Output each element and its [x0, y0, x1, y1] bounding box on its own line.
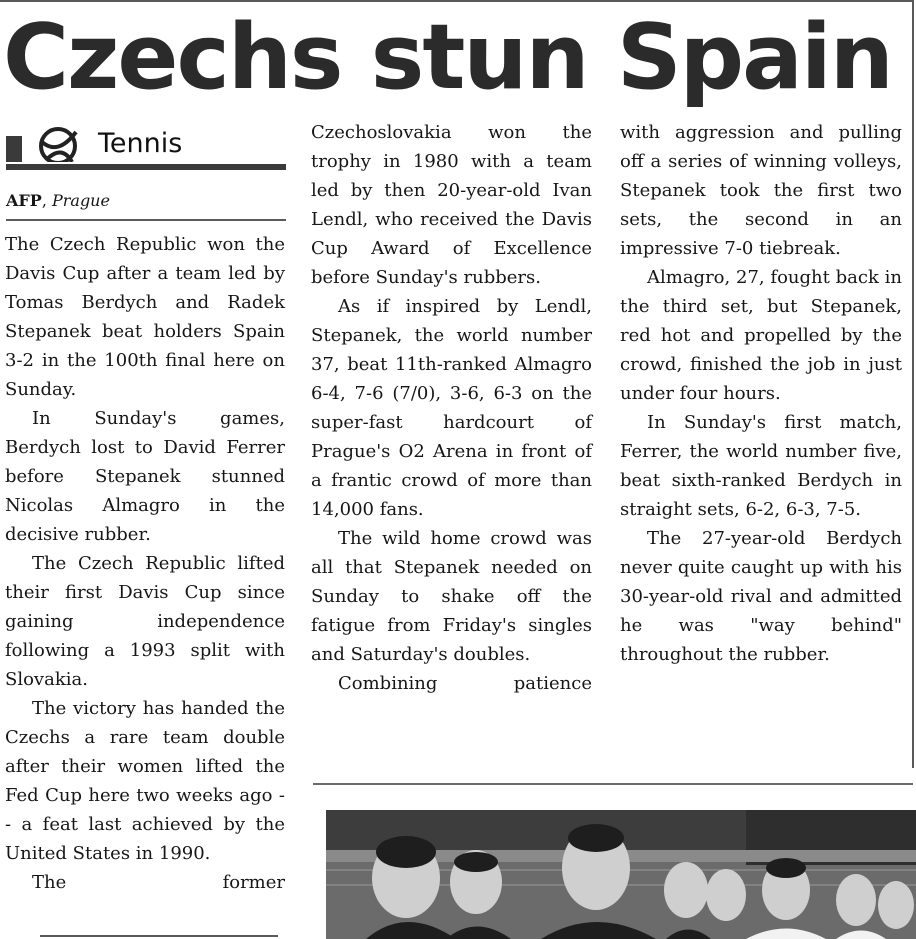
byline-agency: AFP: [6, 191, 42, 210]
paragraph: Combining patience: [338, 673, 592, 694]
section-underline: [6, 164, 286, 170]
paragraph: The Czech Republic lifted their first Davis Cup since gaining independence following a 1993 split with Slovakia.: [5, 553, 285, 690]
column-end-rule: [40, 935, 278, 937]
tennis-ball-icon: [6, 126, 94, 162]
article-column-3: [620, 118, 902, 669]
paragraph: As if inspired by Lendl, Stepanek, the world number 37, beat 11th-ranked Almagro 6-4, 7-6 (7/0), 3-6, 6-3 on the super-fast hardcourt of Prague's O2 Arena in front of a frantic crowd of more than 14,000 fans.: [311, 296, 592, 520]
paragraph: In Sunday's first match, Ferrer, the world number five, beat sixth-ranked Berdych in straight sets, 6-2, 6-3, 7-5.: [620, 412, 902, 520]
byline-separator: ,: [41, 191, 52, 210]
paragraph: with aggression and pulling off a series of winning volleys, Stepanek took the first two sets, the second in an impressive 7-0 tiebreak.: [620, 122, 902, 259]
article-column-2: [311, 118, 592, 698]
section-label: Tennis: [98, 128, 183, 159]
news-photo: [326, 810, 916, 939]
paragraph-continued: The former: [32, 872, 285, 893]
paragraph: The victory has handed the Czechs a rare team double after their women lifted the Fed Cup here two weeks ago -- a feat last achieved by the United States in 1990.: [5, 698, 285, 864]
paragraph: Czechoslovakia won the trophy in 1980 with a team led by then 20-year-old Ivan Lendl, who received the Davis Cup Award of Excellence before Sunday's rubbers.: [311, 122, 592, 288]
paragraph: The 27-year-old Berdych never quite caught up with his 30-year-old rival and admitted he was "way behind" throughout the rubber.: [620, 528, 902, 665]
paragraph: In Sunday's games, Berdych lost to David Ferrer before Stepanek stunned Nicolas Almagro in the decisive rubber.: [5, 408, 285, 545]
section-header: [6, 122, 286, 170]
right-column-rule: [912, 0, 914, 768]
article-column-1: [5, 230, 285, 897]
byline-rule: [6, 219, 286, 221]
paragraph: The Czech Republic won the Davis Cup after a team led by Tomas Berdych and Radek Stepanek beat holders Spain 3-2 in the 100th final here on Sunday.: [5, 234, 285, 400]
paragraph: Almagro, 27, fought back in the third set, but Stepanek, red hot and propelled by the crowd, finished the job in just under four hours.: [620, 267, 902, 404]
photo-top-rule: [313, 783, 913, 785]
top-rule: [0, 0, 913, 2]
paragraph: The wild home crowd was all that Stepanek needed on Sunday to shake off the fatigue from Friday's singles and Saturday's doubles.: [311, 528, 592, 665]
headline: Czechs stun Spain: [3, 5, 892, 110]
byline: [6, 190, 110, 212]
byline-place: Prague: [51, 191, 110, 210]
